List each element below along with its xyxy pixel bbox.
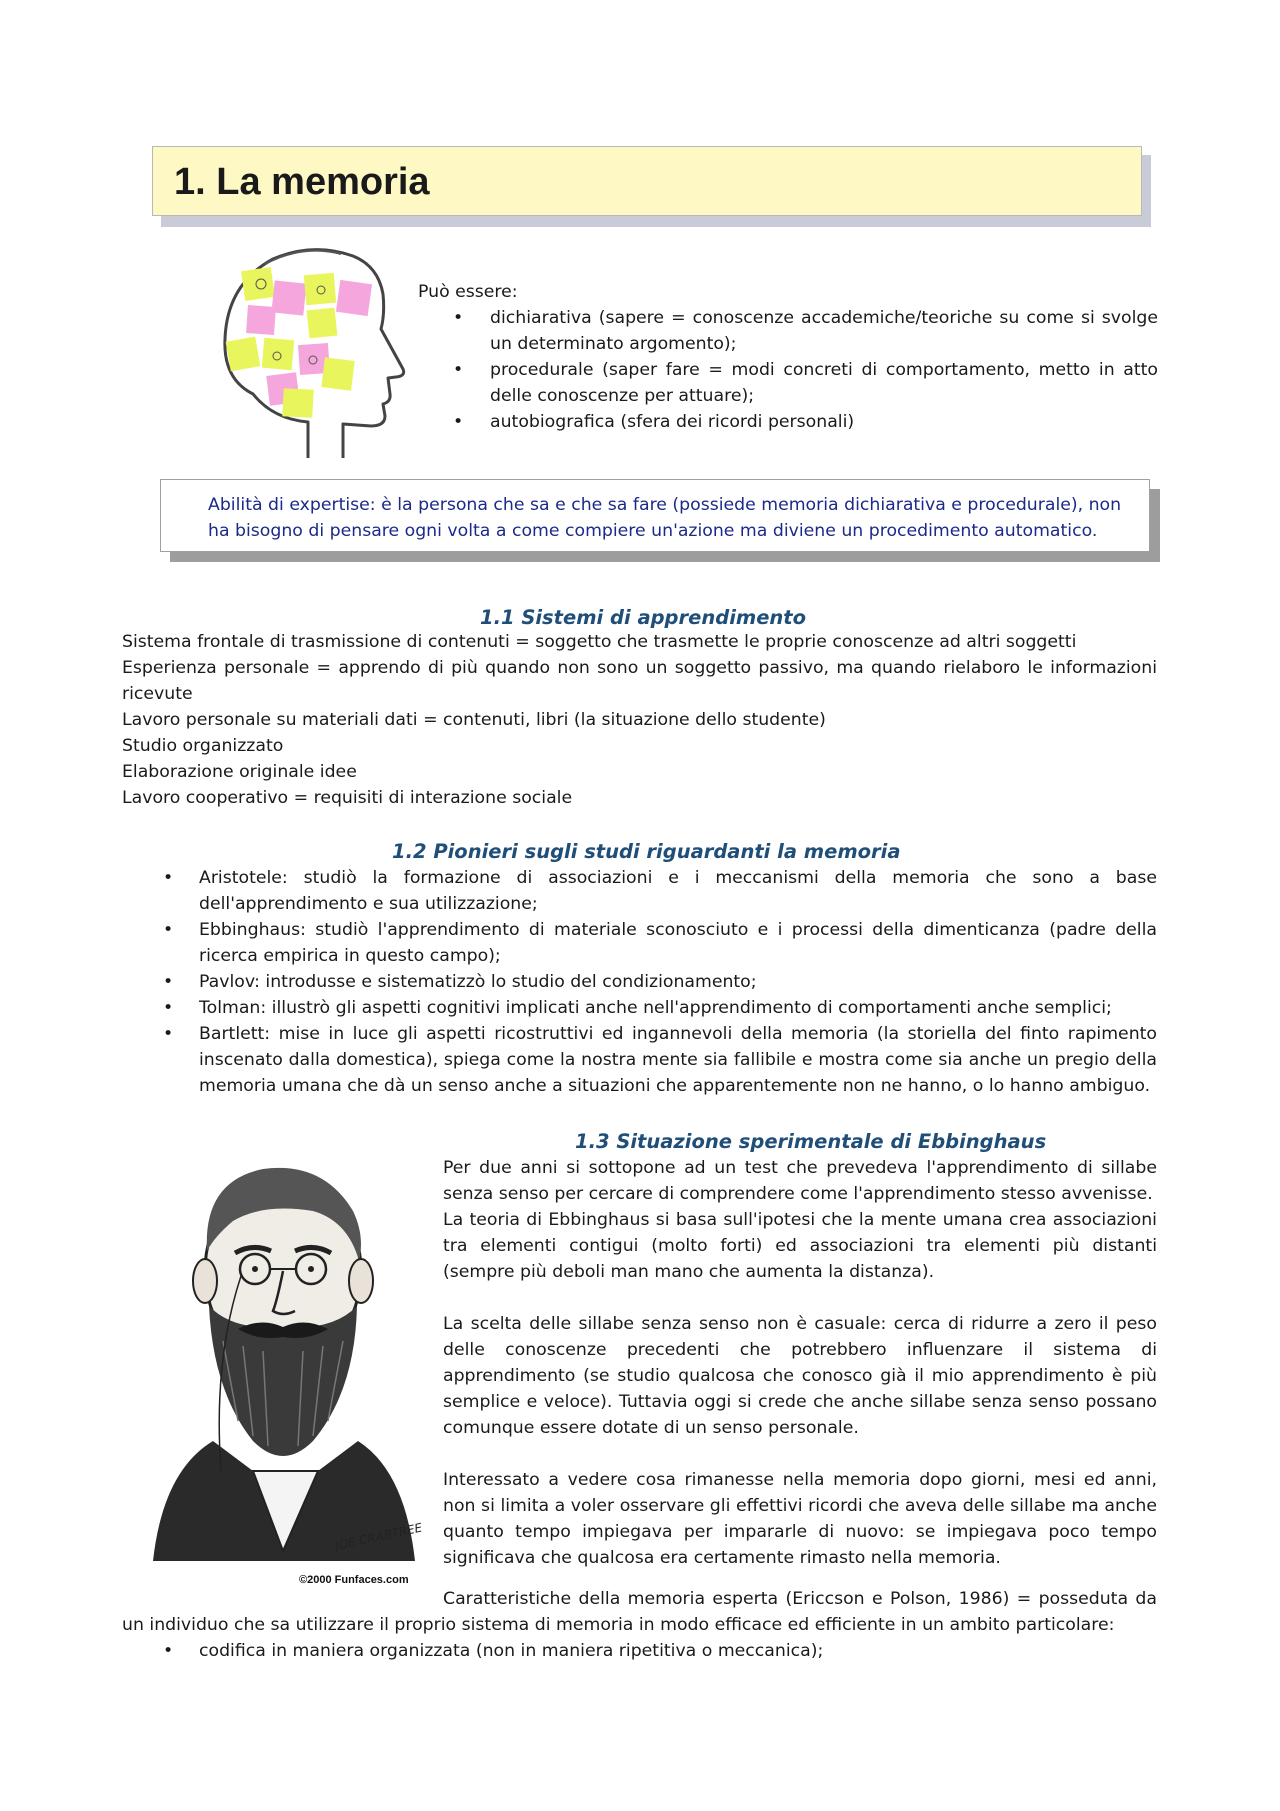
list-item: • Bartlett: mise in luce gli aspetti ricostruttivi ed ingannevoli della memoria (la storiella del finto rapimento inscenato dalla domestica), spiega come la nostra mente sia fallibile e mostra come sia anche un pregio della memoria umana che dà un senso anche a situazioni che apparentemente non ne hanno, o lo hanno ambiguo. xyxy=(162,1021,1157,1099)
bullet-icon: • xyxy=(163,972,174,992)
paragraph: Lavoro cooperativo = requisiti di interazione sociale xyxy=(122,788,573,808)
image-credit: ©2000 Funfaces.com xyxy=(299,1574,409,1586)
paragraph: Caratteristiche della memoria esperta (Ericcson e Polson, 1986) = posseduta da un individuo che sa utilizzare il proprio sistema di memoria in modo efficace ed efficiente in un ambito particolare: xyxy=(122,1589,1157,1635)
bullet-icon: • xyxy=(163,998,174,1018)
list-item: • Aristotele: studiò la formazione di associazioni e i meccanismi della memoria che sono a base dell'apprendimento e sua utilizzazione; xyxy=(162,865,1157,917)
section-1-2-body xyxy=(162,865,1157,1099)
memory-types xyxy=(418,279,1158,435)
paragraph: Elaborazione originale idee xyxy=(122,762,357,782)
paragraph-gap xyxy=(443,1441,1157,1467)
section-1-1-title: 1.1 Sistemi di apprendimento xyxy=(480,606,807,629)
list-item: • autobiografica (sfera dei ricordi personali) xyxy=(418,409,1158,435)
bullet-icon: • xyxy=(163,920,174,940)
artist-signature: JOE CRABTREE xyxy=(334,1520,423,1553)
section-1-3-title: 1.3 Situazione sperimentale di Ebbinghaus xyxy=(575,1130,1047,1153)
paragraph: Esperienza personale = apprendo di più quando non sono un soggetto passivo, ma quando rielaboro le informazioni ricevute xyxy=(122,658,1157,704)
list-item: • Ebbinghaus: studiò l'apprendimento di materiale sconosciuto e i processi della dimenticanza (padre della ricerca empirica in questo campo); xyxy=(162,917,1157,969)
section-1-2-title: 1.2 Pionieri sugli studi riguardanti la memoria xyxy=(392,840,901,863)
paragraph: Interessato a vedere cosa rimanesse nella memoria dopo giorni, mesi ed anni, non si limita a voler osservare gli effettivi ricordi che aveva delle sillabe ma anche quanto tempo impiegava per impararle di nuovo: se impiegava poco tempo significava che qualcosa era certamente rimasto nella memoria. xyxy=(443,1470,1157,1568)
page-title: 1. La memoria xyxy=(174,161,430,203)
bullet-icon: • xyxy=(453,360,464,380)
pioneers-list xyxy=(162,865,1157,1099)
section-1-1-body xyxy=(122,629,1157,811)
list-item: • codifica in maniera organizzata (non in maniera ripetitiva o meccanica); xyxy=(122,1638,1157,1664)
memory-types-list xyxy=(418,305,1158,435)
paragraph: La scelta delle sillabe senza senso non è casuale: cerca di ridurre a zero il peso delle conoscenze precedenti che potrebbero influenzare il sistema di apprendimento (se studio qualcosa che conosco già il mio apprendimento è più semplice e veloce). Tuttavia oggi si crede che anche sillabe senza senso possano comunque essere dotate di un senso personale. xyxy=(443,1314,1157,1438)
bullet-icon: • xyxy=(163,1024,174,1044)
expertise-box xyxy=(160,479,1150,552)
paragraph: Lavoro personale su materiali dati = contenuti, libri (la situazione dello studente) xyxy=(122,710,826,730)
bullet-icon: • xyxy=(453,308,464,328)
bullet-icon: • xyxy=(453,412,464,432)
section-1-3-tail xyxy=(122,1586,1157,1664)
list-item: • Tolman: illustrò gli aspetti cognitivi implicati anche nell'apprendimento di comportamenti anche semplici; xyxy=(162,995,1157,1021)
section-1-3-body xyxy=(443,1155,1157,1571)
paragraph: La teoria di Ebbinghaus si basa sull'ipotesi che la mente umana crea associazioni tra elementi contigui (molto forti) ed associazioni tra elementi più distanti (sempre più deboli man mano che aumenta la distanza). xyxy=(443,1210,1157,1282)
bullet-icon: • xyxy=(163,868,174,888)
list-item: • Pavlov: introdusse e sistematizzò lo studio del condizionamento; xyxy=(162,969,1157,995)
list-item: • procedurale (saper fare = modi concreti di comportamento, metto in atto delle conoscenze per attuare); xyxy=(418,357,1158,409)
paragraph: Studio organizzato xyxy=(122,736,284,756)
title-box xyxy=(152,146,1142,216)
paragraph-gap xyxy=(443,1285,1157,1311)
memory-types-intro: Può essere: xyxy=(418,282,518,302)
expert-memory-list xyxy=(122,1638,1157,1664)
ebbinghaus-portrait-caricature xyxy=(143,1141,423,1601)
paragraph: Per due anni si sottopone ad un test che prevedeva l'apprendimento di sillabe senza senso per cercare di comprendere come l'apprendimento stesso avvenisse. xyxy=(443,1158,1157,1204)
bullet-icon: • xyxy=(163,1641,174,1661)
expertise-text: Abilità di expertise: è la persona che sa e che sa fare (possiede memoria dichiarativa e procedurale), non ha bisogno di pensare ogni volta a come compiere un'azione ma diviene un procedimento automatico. xyxy=(208,495,1122,541)
paragraph: Sistema frontale di trasmissione di contenuti = soggetto che trasmette le proprie conoscenze ad altri soggetti xyxy=(122,632,1077,652)
list-item: • dichiarativa (sapere = conoscenze accademiche/teoriche su come si svolge un determinato argomento); xyxy=(418,305,1158,357)
head-sticky-notes-illustration xyxy=(213,244,413,461)
